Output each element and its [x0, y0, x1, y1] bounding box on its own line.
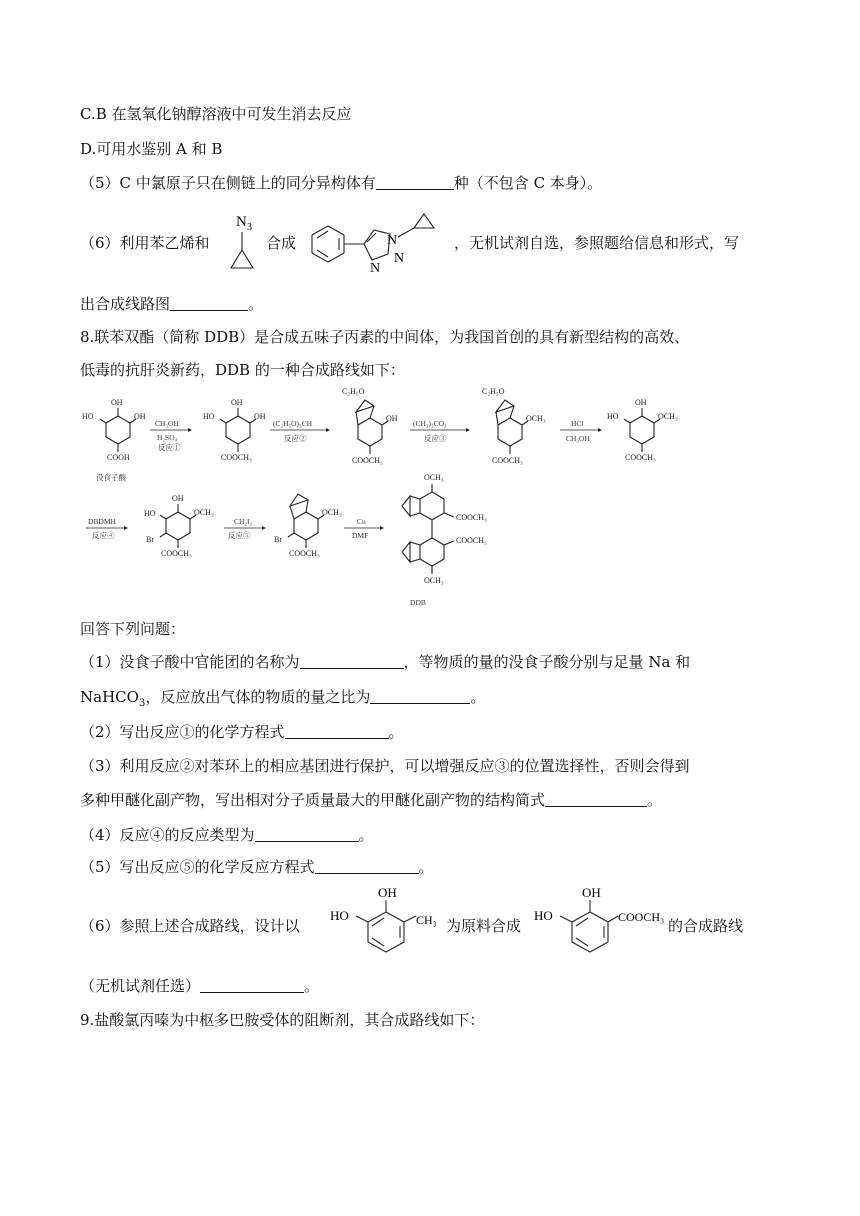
ddb-label: DDB	[410, 598, 426, 607]
svg-text:OH: OH	[635, 398, 647, 407]
svg-text:OCH₃: OCH₃	[322, 508, 342, 517]
n3-label: N	[236, 214, 247, 230]
svg-text:HO: HO	[330, 908, 349, 923]
triazole-n1: N	[387, 233, 398, 248]
svg-text:(C₂H₅O)₃CH: (C₂H₅O)₃CH	[273, 419, 313, 428]
orthoester-structure	[342, 387, 398, 465]
q8-part2: （2）写出反应①的化学方程式 。	[80, 723, 404, 741]
answer-blank[interactable]	[376, 173, 454, 190]
svg-text:H₂SO₄: H₂SO₄	[157, 433, 178, 442]
svg-text:HO: HO	[203, 412, 215, 421]
svg-text:OH: OH	[172, 494, 184, 503]
triazole-product-structure	[298, 204, 450, 280]
svg-text:Br: Br	[146, 535, 154, 544]
svg-text:OCH₃: OCH₃	[194, 508, 214, 517]
svg-text:HO: HO	[144, 509, 156, 518]
svg-text:反应④: 反应④	[92, 531, 115, 540]
gallic-acid-structure	[82, 398, 146, 482]
methyl-gallate-structure	[203, 398, 266, 462]
q8-part3-line1: （3）利用反应②对苯环上的相应基团进行保护，可以增强反应③的位置选择性，否则会得到	[80, 757, 690, 775]
svg-text:OH: OH	[111, 398, 123, 407]
target-product-structure	[534, 882, 668, 966]
q7-part5: （5）C 中氯原子只在侧链上的同分异构体有 种（不包含 C 本身）。	[80, 174, 603, 192]
q8-part5: （5）写出反应⑤的化学反应方程式 。	[80, 858, 434, 876]
ddb-synthesis-scheme	[76, 386, 786, 612]
svg-text:COOCH₃: COOCH₃	[456, 513, 487, 522]
answer-blank[interactable]	[315, 857, 419, 874]
svg-text:OCH₃: OCH₃	[526, 414, 546, 423]
svg-text:OH: OH	[254, 412, 266, 421]
q8-part1-line2: NaHCO$_3$，反应放出气体的物质的量之比为 。	[80, 688, 486, 709]
option-d: D.可用水鉴别 A 和 B	[80, 140, 223, 158]
answer-blank[interactable]	[200, 976, 304, 993]
svg-text:Br: Br	[274, 535, 282, 544]
svg-text:COOCH₃: COOCH₃	[618, 910, 665, 924]
q8-part6-text-a: （6）参照上述合成路线，设计以	[80, 917, 300, 935]
ddb-structure	[402, 473, 487, 607]
q8-part1-line1: （1）没食子酸中官能团的名称为 ，等物质的量的没食子酸分别与足量 Na 和	[80, 653, 691, 671]
svg-text:OH: OH	[386, 414, 398, 423]
svg-text:DBDMH: DBDMH	[88, 517, 116, 526]
q7-part6-text-c: ，无机试剂自选，参照题给信息和形式，写	[454, 234, 740, 252]
svg-text:C₂H₅O: C₂H₅O	[342, 387, 365, 396]
option-c: C.B 在氢氧化钠醇溶液中可发生消去反应	[80, 105, 352, 123]
svg-text:(CH₃)₂CO₃: (CH₃)₂CO₃	[413, 419, 447, 428]
azidocyclopropane-structure	[224, 208, 264, 276]
svg-text:CH₃OH: CH₃OH	[566, 434, 590, 443]
svg-text:HO: HO	[82, 412, 94, 421]
reaction-arrow-3	[410, 419, 470, 443]
q7-part6-text-a: （6）利用苯乙烯和	[80, 234, 210, 252]
q8-part6-text-c: 的合成路线	[668, 917, 744, 935]
svg-text:COOCH₃: COOCH₃	[352, 456, 383, 465]
svg-text:Cu: Cu	[357, 517, 366, 526]
svg-text:OH: OH	[134, 412, 146, 421]
svg-text:OH: OH	[231, 398, 243, 407]
svg-text:COOH: COOH	[107, 453, 130, 462]
q7-part6-line2: 出合成线路图 。	[80, 295, 264, 313]
bromo-ester-structure	[144, 494, 214, 558]
answer-blank[interactable]	[370, 687, 470, 704]
svg-text:反应③: 反应③	[424, 434, 447, 443]
svg-text:HO: HO	[534, 908, 553, 923]
svg-text:COOCH₃: COOCH₃	[161, 549, 192, 558]
svg-text:OCH₃: OCH₃	[424, 576, 444, 585]
svg-text:OH: OH	[582, 885, 601, 900]
svg-text:反应②: 反应②	[284, 434, 307, 443]
svg-text:HO: HO	[607, 412, 619, 421]
svg-text:COOCH₃: COOCH₃	[456, 536, 487, 545]
svg-text:COOCH₃: COOCH₃	[221, 453, 252, 462]
svg-text:OCH₃: OCH₃	[658, 412, 678, 421]
q8-intro-1: 8.联苯双酯（简称 DDB）是合成五味子丙素的中间体，为我国首创的具有新型结构的高效、	[80, 328, 690, 346]
svg-text:CH₂I₂: CH₂I₂	[234, 517, 253, 526]
answer-blank[interactable]	[545, 790, 647, 807]
q8-part6-text-b: 为原料合成	[446, 917, 522, 935]
n3-subscript: 3	[247, 222, 252, 233]
svg-text:反应①: 反应①	[158, 443, 181, 452]
svg-text:HCl: HCl	[571, 419, 584, 428]
reaction-arrow-1	[150, 419, 192, 452]
svg-text:COOCH₃: COOCH₃	[625, 453, 656, 462]
reaction-arrow-2	[270, 419, 330, 443]
svg-text:CH₃: CH₃	[416, 913, 437, 927]
answer-blank[interactable]	[170, 294, 248, 311]
gallic-acid-name: 没食子酸	[96, 473, 126, 482]
triazole-n3: N	[370, 261, 381, 276]
svg-text:反应⑤: 反应⑤	[228, 531, 251, 540]
q8-part6-line2: （无机试剂任选） 。	[80, 977, 320, 995]
q8-part4: （4）反应④的反应类型为 。	[80, 826, 374, 844]
reaction-arrow-7	[344, 517, 384, 540]
methylated-orthoester-structure	[482, 387, 546, 465]
svg-text:DMF: DMF	[352, 531, 369, 540]
svg-text:CH₃OH: CH₃OH	[155, 419, 179, 428]
reaction-arrow-6	[224, 517, 266, 540]
svg-text:OH: OH	[378, 885, 397, 900]
q8-part3-line2: 多种甲醚化副产物，写出相对分子质量最大的甲醚化副产物的结构简式 。	[80, 791, 663, 809]
reaction-arrow-5	[86, 517, 128, 540]
q8-intro-2: 低毒的抗肝炎新药，DDB 的一种合成路线如下：	[80, 361, 405, 379]
answer-blank[interactable]	[285, 722, 389, 739]
deprotected-ester-structure	[607, 398, 678, 462]
answer-blank[interactable]	[300, 652, 404, 669]
starting-material-structure	[328, 882, 446, 966]
svg-text:COOCH₃: COOCH₃	[492, 456, 523, 465]
answer-blank[interactable]	[255, 825, 359, 842]
svg-text:OCH₃: OCH₃	[424, 473, 444, 482]
q9-intro: 9.盐酸氯丙嗪为中枢多巴胺受体的阻断剂，其合成路线如下：	[80, 1011, 485, 1029]
methylenedioxy-bromo-structure	[274, 494, 342, 558]
reaction-arrow-4	[560, 419, 602, 443]
svg-text:C₂H₅O: C₂H₅O	[482, 387, 505, 396]
answer-prompt: 回答下列问题：	[80, 620, 186, 638]
svg-text:COOCH₃: COOCH₃	[289, 549, 320, 558]
triazole-n2: N	[394, 251, 405, 266]
q7-part6-text-b: 合成	[266, 234, 297, 252]
